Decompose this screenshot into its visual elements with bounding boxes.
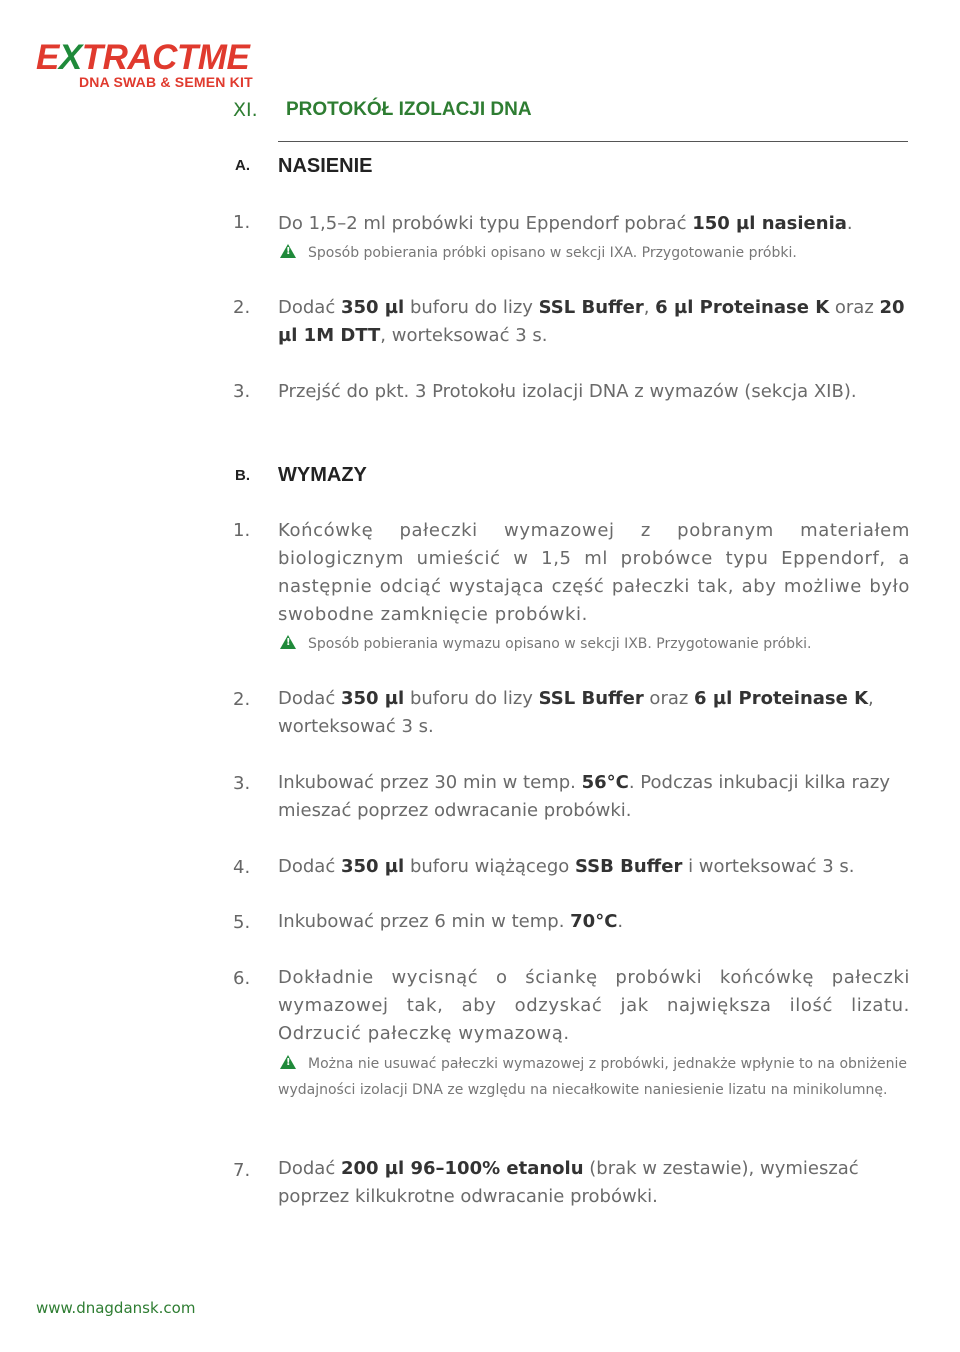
note-a1: !Sposób pobierania próbki opisano w sekcji IXA. Przygotowanie próbki. [278, 240, 910, 266]
step-b3-text: Inkubować przez 30 min w temp. 56°C. Podczas inkubacji kilka razy mieszać poprzez odwracanie probówki. [278, 772, 891, 821]
step-number: 2. [233, 689, 251, 710]
section-number: XI. [233, 99, 258, 121]
step-a2-text: Dodać 350 µl buforu do lizy SSL Buffer, 6 µl Proteinase K oraz 20 µl 1M DTT, worteksować 3 s. [278, 297, 905, 346]
logo-wordmark: EXTRACTME [36, 38, 250, 77]
subsection-a-title: NASIENIE [278, 155, 373, 177]
step-number: 5. [233, 912, 251, 933]
step-b2-text: Dodać 350 µl buforu do lizy SSL Buffer oraz 6 µl Proteinase K, worteksować 3 s. [278, 688, 874, 737]
brand-logo [36, 40, 253, 90]
section-title: PROTOKÓŁ IZOLACJI DNA [286, 99, 532, 120]
step-number: 3. [233, 773, 251, 794]
warning-icon [280, 1055, 296, 1069]
step-number: 2. [233, 297, 251, 318]
step-b5-text: Inkubować przez 6 min w temp. 70°C. [278, 911, 624, 932]
subsection-a-letter: A. [235, 157, 250, 174]
step-number: 7. [233, 1160, 251, 1181]
step-b6-text: Dokładnie wycisnąć o ściankę probówki końcówkę pałeczki wymazowej tak, aby odzyskać jak największa ilość lizatu. Odrzucić pałeczkę wymazową. [278, 967, 910, 1044]
subsection-b-title: WYMAZY [278, 464, 367, 486]
note-b1: !Sposób pobierania wymazu opisano w sekcji IXB. Przygotowanie próbki. [278, 631, 910, 657]
step-number: 1. [233, 212, 251, 233]
step-number: 1. [233, 520, 251, 541]
step-b4-text: Dodać 350 µl buforu wiążącego SSB Buffer i worteksować 3 s. [278, 856, 855, 877]
step-number: 4. [233, 857, 251, 878]
subsection-b-letter: B. [235, 467, 250, 484]
step-number: 3. [233, 381, 251, 402]
step-number: 6. [233, 968, 251, 989]
step-a3-text: Przejść do pkt. 3 Protokołu izolacji DNA z wymazów (sekcja XIB). [278, 381, 857, 402]
section-divider [278, 141, 908, 142]
step-b7-text: Dodać 200 µl 96–100% etanolu (brak w zestawie), wymieszać poprzez kilkukrotne odwracanie probówki. [278, 1158, 859, 1207]
note-b6: !Można nie usuwać pałeczki wymazowej z probówki, jednakże wpłynie to na obniżenie wydajności izolacji DNA ze względu na niecałkowite naniesienie lizatu na minikolumnę. [278, 1051, 910, 1103]
logo-subtitle: DNA SWAB & SEMEN KIT [79, 74, 253, 90]
step-b1-text: Końcówkę pałeczki wymazowej z pobranym materiałem biologicznym umieścić w 1,5 ml probówce typu Eppendorf, a następnie odciąć wystająca część pałeczki tak, aby możliwe było swobodne zamknięcie probówki. [278, 520, 910, 625]
warning-icon [280, 635, 296, 649]
step-a1-text: Do 1,5–2 ml probówki typu Eppendorf pobrać 150 µl nasienia. [278, 213, 853, 234]
warning-icon [280, 244, 296, 258]
footer-url[interactable]: www.dnagdansk.com [36, 1299, 196, 1317]
